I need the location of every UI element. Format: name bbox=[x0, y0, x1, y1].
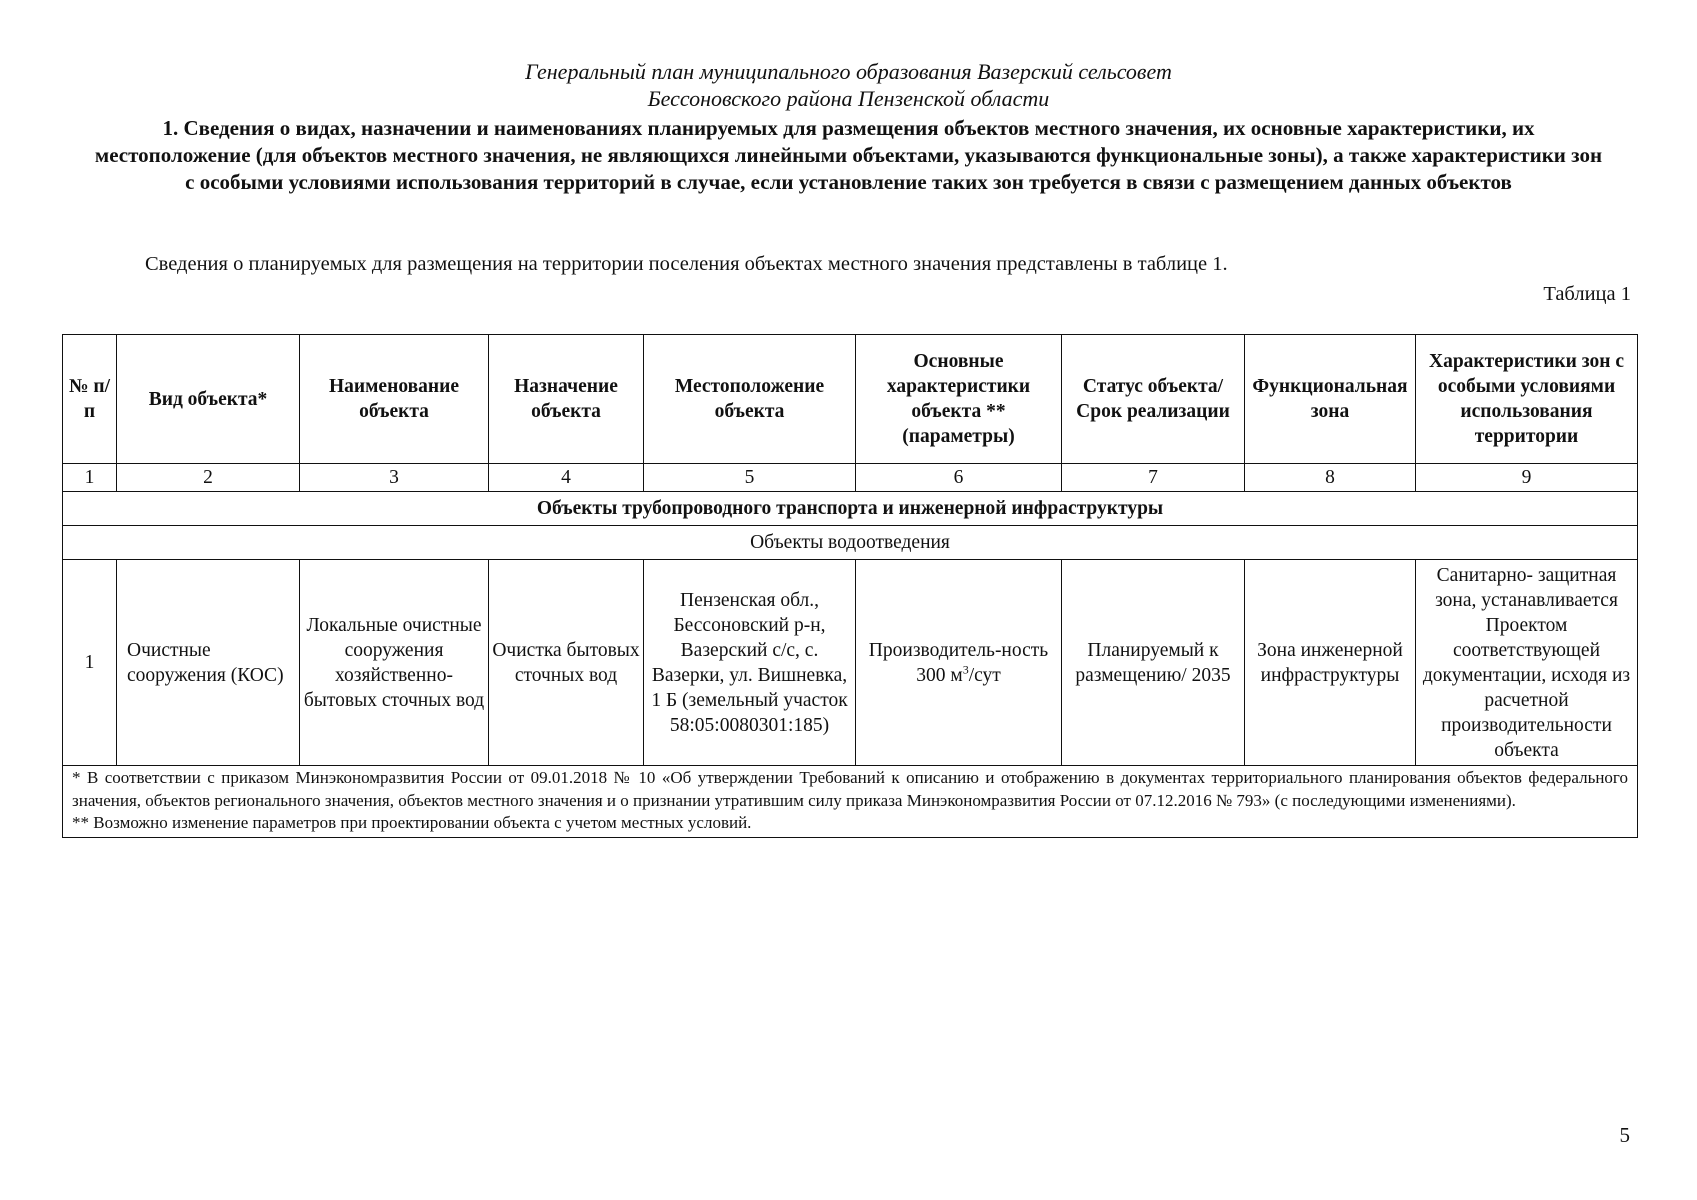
intro-paragraph: Сведения о планируемых для размещения на территории поселения объектах местного значения представлены в таблице 1. bbox=[145, 253, 1228, 275]
page-number: 5 bbox=[1619, 1123, 1630, 1147]
characteristics-unit: /сут bbox=[968, 664, 1001, 686]
header-line-1: Генеральный план муниципального образования Вазерский сельсовет bbox=[525, 59, 1172, 84]
characteristics-text: Производитель-ность 300 м bbox=[868, 639, 1049, 686]
column-number: 3 bbox=[300, 464, 489, 492]
cell-status: Планируемый к размещению/ 2035 bbox=[1062, 560, 1245, 766]
section-title: 1. Сведения о видах, назначении и наименованиях планируемых для размещения объектов местного значения, их основные характеристики, их местоположение (для объектов местного значения, не являющихся линейными объектами, указываются функциональные зоны), а также характеристики зон с особыми условиями использования территорий в случае, если установление таких зон требуется в связи с размещением данных объектов bbox=[94, 116, 1603, 194]
document-header bbox=[0, 58, 1697, 112]
header-line-2: Бессоновского района Пензенской области bbox=[647, 86, 1050, 111]
header-status: Статус объекта/ Срок реализации bbox=[1062, 335, 1245, 464]
cell-name: Локальные очистные сооружения хозяйственно-бытовых сточных вод bbox=[300, 560, 489, 766]
header-num: № п/п bbox=[63, 335, 117, 464]
cell-num: 1 bbox=[63, 560, 117, 766]
table-label: Таблица 1 bbox=[1543, 283, 1631, 305]
subgroup-row bbox=[63, 526, 1638, 560]
header-special-zone: Характеристики зон с особыми условиями использования территории bbox=[1416, 335, 1638, 464]
table-row bbox=[63, 560, 1638, 766]
footnote-2: ** Возможно изменение параметров при проектировании объекта с учетом местных условий. bbox=[72, 813, 752, 832]
header-name: Наименование объекта bbox=[300, 335, 489, 464]
column-numbers-row bbox=[63, 464, 1638, 492]
header-characteristics: Основные характеристики объекта ** (параметры) bbox=[856, 335, 1062, 464]
column-number: 5 bbox=[644, 464, 856, 492]
cell-special-zone: Санитарно- защитная зона, устанавливается Проектом соответствующей документации, исходя из расчетной производительности объекта bbox=[1416, 560, 1638, 766]
column-number: 4 bbox=[489, 464, 644, 492]
header-type: Вид объекта* bbox=[117, 335, 300, 464]
cell-zone: Зона инженерной инфраструктуры bbox=[1245, 560, 1416, 766]
column-number: 6 bbox=[856, 464, 1062, 492]
cell-type: Очистные сооружения (КОС) bbox=[117, 560, 300, 766]
column-number: 2 bbox=[117, 464, 300, 492]
characteristics-superscript: 3 bbox=[962, 662, 969, 676]
table-header-row bbox=[63, 335, 1638, 464]
column-number: 8 bbox=[1245, 464, 1416, 492]
cell-purpose: Очистка бытовых сточных вод bbox=[489, 560, 644, 766]
subgroup-title: Объекты водоотведения bbox=[63, 526, 1638, 560]
cell-location: Пензенская обл., Бессоновский р-н, Вазерский с/с, с. Вазерки, ул. Вишневка, 1 Б (земельный участок 58:05:0080301:185) bbox=[644, 560, 856, 766]
cell-characteristics bbox=[856, 560, 1062, 766]
header-zone: Функциональная зона bbox=[1245, 335, 1416, 464]
column-number: 1 bbox=[63, 464, 117, 492]
footnote-1: * В соответствии с приказом Минэкономразвития России от 09.01.2018 № 10 «Об утверждении Требований к описанию и отображению в документах территориального планирования объектов федерального значения, объектов регионального значения, объектов местного значения и о признании утратившим силу приказа Минэкономразвития России от 07.12.2016 № 793» (с последующими изменениями). bbox=[72, 768, 1628, 810]
header-purpose: Назначение объекта bbox=[489, 335, 644, 464]
objects-table bbox=[62, 334, 1638, 838]
table-notes bbox=[63, 766, 1638, 838]
column-number: 9 bbox=[1416, 464, 1638, 492]
group-row bbox=[63, 492, 1638, 526]
column-number: 7 bbox=[1062, 464, 1245, 492]
group-title: Объекты трубопроводного транспорта и инженерной инфраструктуры bbox=[63, 492, 1638, 526]
notes-row bbox=[63, 766, 1638, 838]
header-location: Местоположение объекта bbox=[644, 335, 856, 464]
